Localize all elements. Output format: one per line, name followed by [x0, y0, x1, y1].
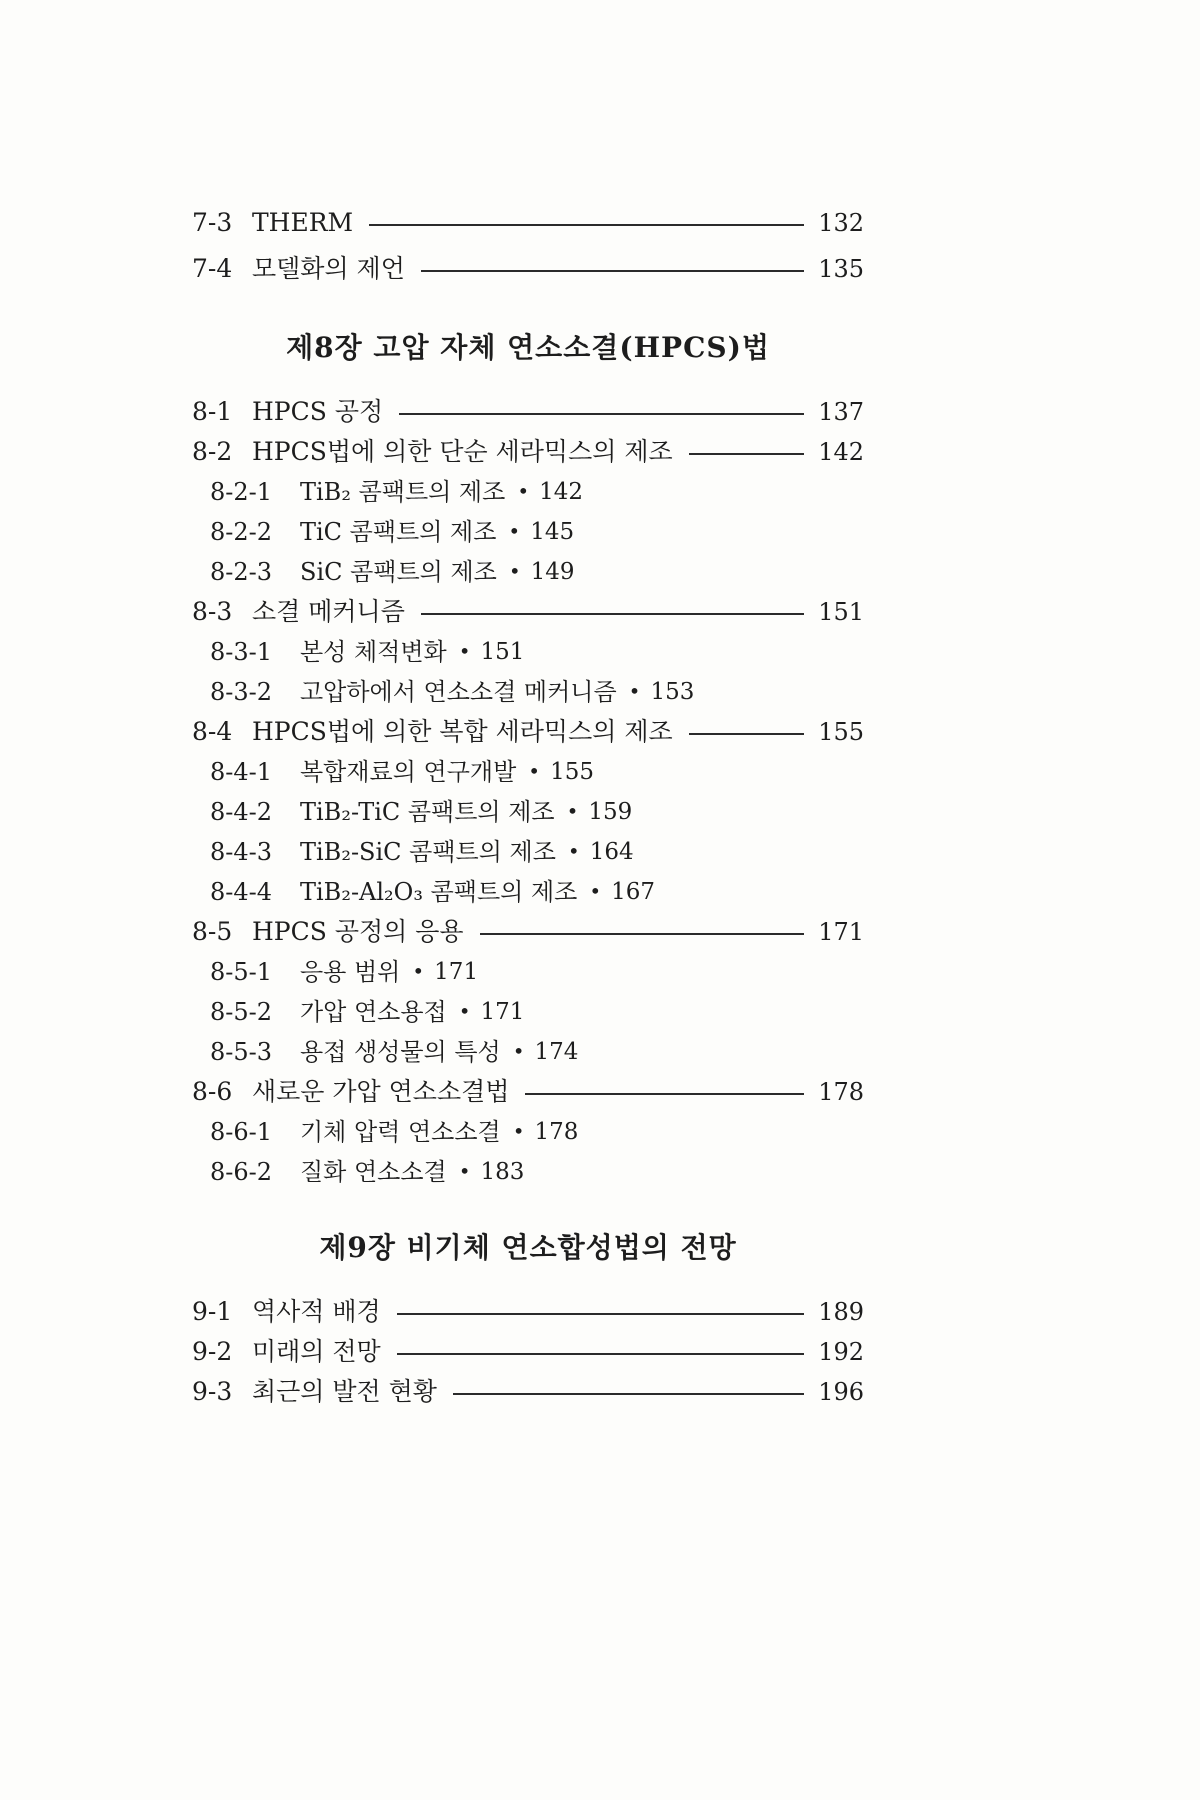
toc-page-number: 159 [588, 799, 633, 825]
toc-subentry [192, 832, 864, 872]
toc-entry-label: SiC 콤팩트의 제조 [300, 558, 497, 586]
toc-entry [192, 1072, 864, 1112]
toc-subentry [192, 1112, 864, 1152]
toc-entry [192, 592, 864, 632]
toc-entry-label: HPCS 공정의 응용 [252, 917, 464, 946]
toc-entry-number: 8-2-3 [210, 558, 273, 586]
toc-page-number: 174 [534, 1039, 579, 1065]
bullet-separator: • [589, 879, 602, 903]
toc-entry-label: 기체 압력 연소소결 [300, 1118, 501, 1146]
toc-subentry [192, 472, 864, 512]
toc-entry-label: 가압 연소용접 [300, 998, 447, 1026]
toc-entry-label: TiB₂ 콤팩트의 제조 [300, 478, 506, 506]
toc-list [192, 200, 864, 1412]
toc-subentry [192, 1152, 864, 1192]
toc-leader-line [421, 270, 804, 272]
toc-entry [192, 200, 864, 246]
toc-entry-number: 8-5-2 [210, 998, 273, 1026]
toc-entry-label: THERM [252, 208, 354, 237]
toc-leader-line [689, 733, 805, 735]
toc-entry-label: 용접 생성물의 특성 [300, 1038, 501, 1066]
toc-leader-line [421, 613, 804, 615]
bullet-separator: • [508, 559, 521, 583]
toc-entry-number: 9-1 [192, 1297, 233, 1326]
toc-page-number: 149 [530, 559, 575, 585]
toc-leader-line [453, 1393, 804, 1395]
toc-entry [192, 1292, 864, 1332]
toc-entry-label: HPCS법에 의한 복합 세라믹스의 제조 [252, 717, 673, 746]
toc-entry-number: 8-5-3 [210, 1038, 273, 1066]
toc-leader-line [369, 224, 804, 226]
toc-entry-number: 9-3 [192, 1377, 233, 1406]
toc-leader-line [397, 1353, 804, 1355]
toc-page-number: 171 [480, 999, 525, 1025]
toc-page-number: 155 [818, 718, 864, 746]
toc-entry-label: 최근의 발전 현황 [252, 1377, 437, 1406]
toc-entry-label: 응용 범위 [300, 958, 401, 986]
toc-entry-number: 8-2 [192, 437, 233, 466]
toc-entry-label: 본성 체적변화 [300, 638, 447, 666]
toc-entry-number: 7-4 [192, 254, 233, 283]
toc-page-number: 151 [480, 639, 525, 665]
bullet-separator: • [566, 799, 579, 823]
toc-entry-label: TiB₂-Al₂O₃ 콤팩트의 제조 [300, 878, 578, 906]
bullet-separator: • [517, 479, 530, 503]
toc-entry-label: 고압하에서 연소소결 메커니즘 [300, 678, 617, 706]
toc-page-number: 192 [818, 1338, 864, 1366]
toc-subentry [192, 792, 864, 832]
toc-subentry [192, 632, 864, 672]
toc-entry-number: 8-4-1 [210, 758, 273, 786]
toc-subentry [192, 1032, 864, 1072]
bullet-separator: • [458, 639, 471, 663]
chapter-heading: 제8장 고압 자체 연소소결(HPCS)법 [286, 331, 770, 364]
toc-leader-line [525, 1093, 804, 1095]
toc-subentry [192, 952, 864, 992]
bullet-separator: • [458, 1159, 471, 1183]
toc-leader-line [689, 453, 805, 455]
toc-subentry [192, 672, 864, 712]
toc-entry-label: 복합재료의 연구개발 [300, 758, 517, 786]
toc-entry-number: 8-3-1 [210, 638, 273, 666]
toc-entry-label: 미래의 전망 [252, 1337, 381, 1366]
toc-page-number: 196 [818, 1378, 864, 1406]
bullet-separator: • [567, 839, 580, 863]
toc-page-number: 132 [818, 209, 864, 237]
toc-page-number: 142 [818, 438, 864, 466]
toc-entry-label: HPCS 공정 [252, 397, 384, 426]
toc-entry-label: HPCS법에 의한 단순 세라믹스의 제조 [252, 437, 673, 466]
toc-entry-number: 8-3-2 [210, 678, 273, 706]
toc-page-number: 178 [818, 1078, 864, 1106]
toc-entry-label: TiB₂-TiC 콤팩트의 제조 [300, 798, 555, 826]
toc-page-number: 183 [480, 1159, 525, 1185]
toc-entry-number: 9-2 [192, 1337, 233, 1366]
toc-page-number: 142 [539, 479, 584, 505]
toc-entry-number: 8-4-4 [210, 878, 273, 906]
toc-entry-label: 역사적 배경 [252, 1297, 381, 1326]
toc-page-number: 178 [534, 1119, 579, 1145]
bullet-separator: • [628, 679, 641, 703]
toc-leader-line [480, 933, 805, 935]
toc-page-number: 164 [589, 839, 634, 865]
toc-subentry [192, 752, 864, 792]
bullet-separator: • [508, 519, 521, 543]
toc-entry-number: 8-2-1 [210, 478, 273, 506]
toc-page-number: 153 [650, 679, 695, 705]
toc-leader-line [397, 1313, 804, 1315]
toc-entry-number: 8-1 [192, 397, 233, 426]
toc-entry-number: 8-6-1 [210, 1118, 273, 1146]
toc-entry-label: 모델화의 제언 [252, 254, 405, 283]
toc-subentry [192, 992, 864, 1032]
toc-entry [192, 1372, 864, 1412]
toc-page-number: 167 [611, 879, 656, 905]
toc-entry-number: 8-6 [192, 1077, 233, 1106]
toc-entry-number: 8-4-3 [210, 838, 273, 866]
toc-page-number: 189 [818, 1298, 864, 1326]
toc-page-number: 171 [818, 918, 864, 946]
toc-entry-number: 7-3 [192, 208, 233, 237]
toc-page-number: 137 [818, 398, 864, 426]
toc-subentry [192, 512, 864, 552]
chapter-heading: 제9장 비기체 연소합성법의 전망 [319, 1231, 737, 1264]
toc-entry-label: TiB₂-SiC 콤팩트의 제조 [300, 838, 556, 866]
toc-entry [192, 1332, 864, 1372]
toc-entry [192, 912, 864, 952]
bullet-separator: • [512, 1119, 525, 1143]
toc-subentry [192, 552, 864, 592]
toc-entry [192, 432, 864, 472]
toc-entry-label: 소결 메커니즘 [252, 597, 405, 626]
toc-entry-number: 8-2-2 [210, 518, 273, 546]
toc-page-number: 145 [530, 519, 575, 545]
toc-subentry [192, 872, 864, 912]
toc-entry [192, 392, 864, 432]
toc-page-number: 151 [818, 598, 864, 626]
toc-entry-label: 질화 연소소결 [300, 1158, 447, 1186]
toc-page-number: 171 [434, 959, 479, 985]
toc-entry-number: 8-5-1 [210, 958, 273, 986]
toc-page-number: 135 [818, 255, 864, 283]
toc-entry-label: TiC 콤팩트의 제조 [300, 518, 497, 546]
toc-entry-label: 새로운 가압 연소소결법 [252, 1077, 510, 1106]
toc-entry-number: 8-3 [192, 597, 233, 626]
toc-entry-number: 8-4-2 [210, 798, 273, 826]
toc-entry-number: 8-6-2 [210, 1158, 273, 1186]
bullet-separator: • [512, 1039, 525, 1063]
bullet-separator: • [528, 759, 541, 783]
toc-page-number: 155 [550, 759, 594, 785]
toc-leader-line [399, 413, 804, 415]
bullet-separator: • [412, 959, 425, 983]
toc-entry [192, 712, 864, 752]
toc-entry-number: 8-4 [192, 717, 233, 746]
toc-entry [192, 246, 864, 292]
bullet-separator: • [458, 999, 471, 1023]
toc-entry-number: 8-5 [192, 917, 233, 946]
